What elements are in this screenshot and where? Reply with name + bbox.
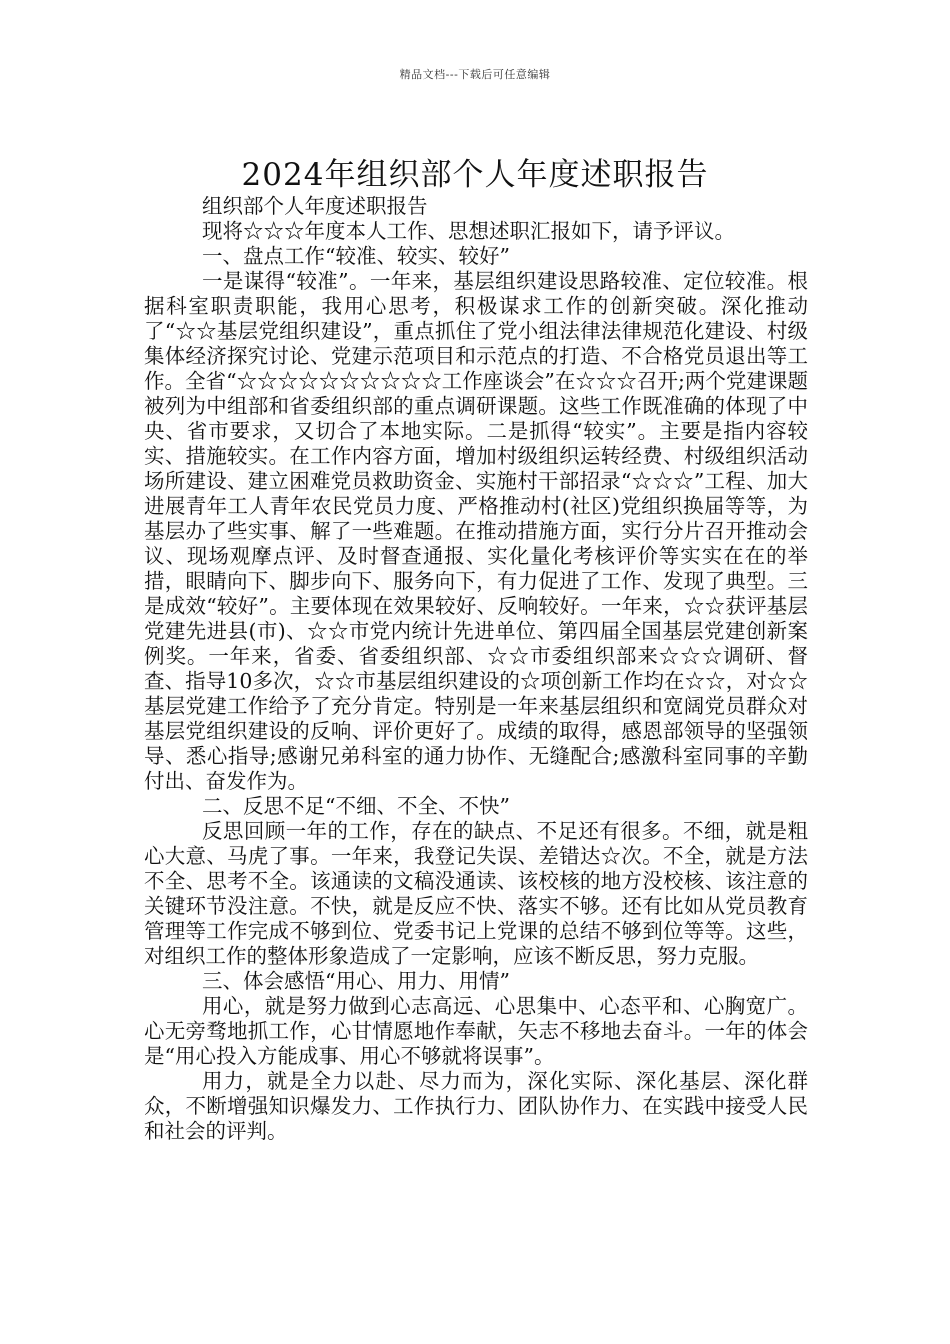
header-note: 精品文档---下载后可任意编辑 — [399, 68, 551, 81]
document-title: 2024年组织部个人年度述职报告 — [241, 156, 709, 193]
paragraph-intro: 现将☆☆☆年度本人工作、思想述职汇报如下，请予评议。 — [202, 219, 735, 243]
section-heading-1: 一、盘点工作“较准、较实、较好” — [202, 244, 510, 268]
paragraph-section-3b: 用力，就是全力以赴、尽力而为，深化实际、深化基层、深化群众，不断增强知识爆发力、工作执行力、团队协作力、在实践中接受人民和社会的评判。 — [144, 1069, 808, 1143]
paragraph-section-2: 反思回顾一年的工作，存在的缺点、不足还有很多。不细，就是粗心大意、马虎了事。一年来，我登记失误、差错达☆次。不全，就是方法不全、思考不全。该通读的文稿没通读、该校核的地方没校核、该注意的关键环节没注意。不快，就是反应不快、落实不够。还有比如从党员教育管理等工作完成不够到位、党委书记上党课的总结不够到位等等。这些，对组织工作的整体形象造成了一定影响，应该不断反思，努力克服。 — [144, 819, 808, 968]
document-body — [144, 194, 808, 1144]
paragraph-section-1: 一是谋得“较准”。一年来，基层组织建设思路较准、定位较准。根据科室职责职能，我用心思考，积极谋求工作的创新突破。深化推动了“☆☆基层党组织建设”，重点抓住了党小组法律法律规范化建设、村级集体经济探究讨论、党建示范项目和示范点的打造、不合格党员退出等工作。全省“☆☆☆☆☆☆☆☆☆☆工作座谈会”在☆☆☆召开;两个党建课题被列为中组部和省委组织部的重点调研课题。这些工作既准确的体现了中央、省市要求，又切合了本地实际。二是抓得“较实”。主要是指内容较实、措施较实。在工作内容方面，增加村级组织运转经费、村级组织活动场所建设、建立困难党员救助资金、实施村干部招录“☆☆☆”工程、加大进展青年工人青年农民党员力度、严格推动村(社区)党组织换届等等，为基层办了些实事、解了一些难题。在推动措施方面，实行分片召开推动会议、现场观摩点评、及时督查通报、实化量化考核评价等实实在在的举措，眼睛向下、脚步向下、服务向下，有力促进了工作、发现了典型。三是成效“较好”。主要体现在效果较好、反响较好。一年来，☆☆获评基层党建先进县(市)、☆☆市党内统计先进单位、第四届全国基层党建创新案例奖。一年来，省委、省委组织部、☆☆市委组织部来☆☆☆调研、督查、指导10多次，☆☆市基层组织建设的☆项创新工作均在☆☆，对☆☆基层党建工作给予了充分肯定。特别是一年来基层组织和宽阔党员群众对基层党组织建设的反响、评价更好了。成绩的取得，感恩部领导的坚强领导、悉心指导;感谢兄弟科室的通力协作、无缝配合;感激科室同事的辛勤付出、奋发作为。 — [144, 269, 808, 793]
paragraph-subtitle: 组织部个人年度述职报告 — [202, 194, 428, 218]
section-heading-2: 二、反思不足“不细、不全、不快” — [202, 794, 510, 818]
paragraph-section-3a: 用心，就是努力做到心志高远、心思集中、心态平和、心胸宽广。心无旁骛地抓工作，心甘情愿地作奉献，矢志不移地去奋斗。一年的体会是“用心投入方能成事、用心不够就将误事”。 — [144, 994, 808, 1068]
section-heading-3: 三、体会感悟“用心、用力、用情” — [202, 969, 510, 993]
